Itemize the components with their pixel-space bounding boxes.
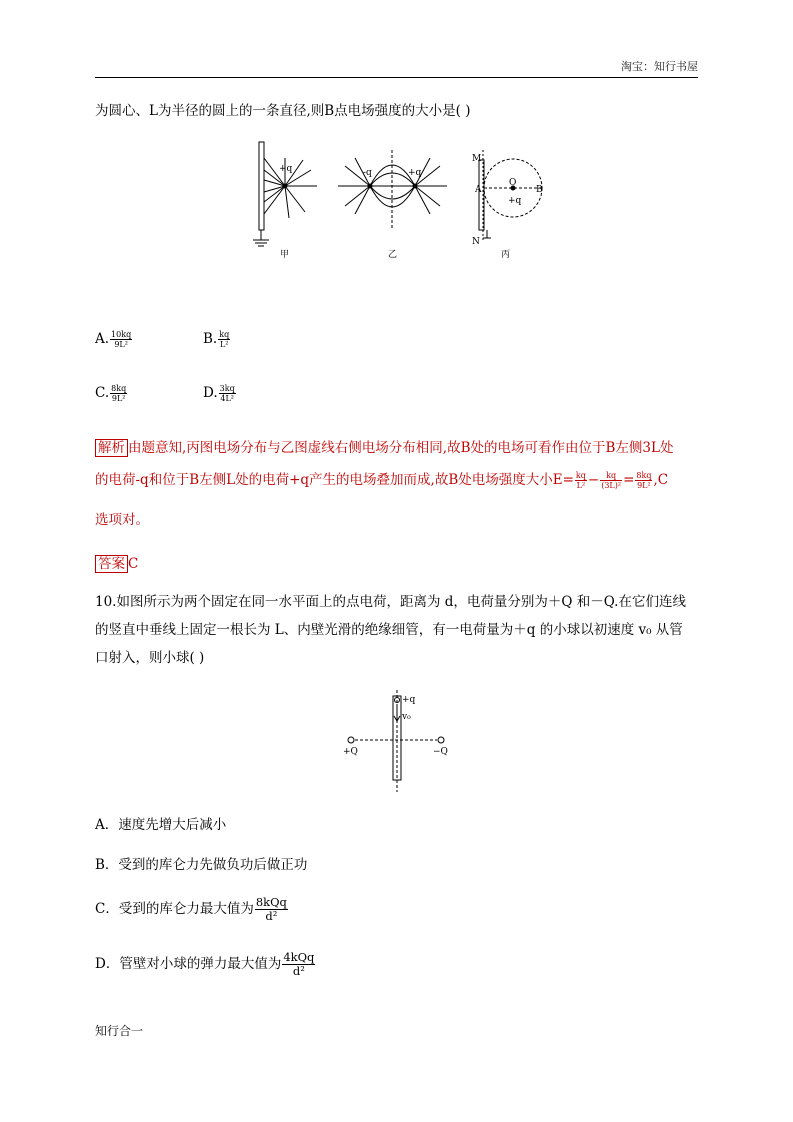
label-bing-plus-q: +q (508, 196, 522, 206)
q9-analysis-line1: 解析 由题意知,丙图电场分布与乙图虚线右侧电场分布相同,故B处的电场可看作由位于B左侧3L处 (95, 436, 673, 456)
q9-analysis-line3: 选项对。 (95, 512, 149, 528)
label-plus-q: +q (402, 695, 416, 705)
label-yi-minus-q: -q (363, 168, 372, 178)
option-fraction: $\frac{8kq}{\text{9L²}}$ (111, 384, 127, 403)
answer-value: C (128, 556, 139, 572)
option-letter: C. (95, 385, 110, 401)
header-divider (95, 77, 698, 78)
q9-option-d (203, 384, 237, 403)
formula-frac-1: $\frac{kq}{\text{L²}}$ (575, 471, 586, 490)
option-letter: A. (95, 331, 110, 347)
label-v0: v₀ (402, 712, 411, 722)
figure-labels (279, 154, 543, 260)
figure-yi (338, 150, 447, 228)
option-letter: D. (203, 385, 218, 401)
label-A: A (475, 185, 482, 195)
caption-jia: 甲 (280, 250, 290, 260)
q10-figure (335, 688, 465, 794)
label-minus-Q: −Q (433, 747, 448, 757)
option-fraction: $\frac{10kq}{\text{9L²}}$ (111, 330, 132, 349)
q10-option-b: B．受到的库仑力先做负功后做正功 (95, 857, 308, 873)
caption-bing: 丙 (501, 250, 511, 260)
q10-stem-line3: 口射入，则小球( ) (95, 650, 205, 666)
label-yi-plus-q: +q (408, 168, 422, 178)
caption-yi: 乙 (388, 250, 398, 260)
label-O: O (509, 178, 517, 188)
q9-stem: 为圆心、L为半径的圆上的一条直径,则B点电场强度的大小是( ) (95, 103, 471, 119)
footer-text: 知行合一 (95, 1024, 144, 1038)
q9-option-b (203, 330, 231, 349)
formula-frac-2: $\frac{kq}{\text{(3L)²}}$ (601, 471, 622, 490)
option-fraction: $\frac{\text{4kQq}}{\text{d²}}$ (283, 950, 315, 978)
label-B: B (536, 185, 543, 195)
q10-stem-line2: 的竖直中垂线上固定一根长为 L、内壁光滑的绝缘细管，有一电荷量为＋q 的小球以初速度 v₀ 从管 (95, 622, 683, 638)
q9-answer (95, 552, 138, 572)
q9-figure (235, 140, 565, 265)
figure-jia (253, 142, 317, 246)
q10-stem-line1: 10.如图所示为两个固定在同一水平面上的点电荷，距离为 d，电荷量分别为＋Q 和－Q.在它们连线 (95, 594, 686, 610)
analysis-tag: 解析 (95, 439, 128, 457)
q9-analysis-line2: 的电荷-q和位于B左侧L处的电荷+q产生的电场叠加而成,故B处电场强度大小E= $\frac{kq}{\text{L²}}$ − $\frac{kq}{\text{(3L)²}}$ = $\frac{8kq}{\text{9L²}}$ ,C (95, 471, 669, 490)
q10-option-c: C．受到的库仑力最大值为 $\frac{\text{8kQq}}{\text{d²}}$ (95, 895, 287, 923)
option-fraction: $\frac{3kq}{\text{4L²}}$ (219, 384, 235, 403)
answer-tag: 答案 (95, 555, 128, 573)
label-plus-Q: +Q (343, 747, 358, 757)
label-jia-plus-q: +q (279, 164, 293, 174)
formula-frac-3: $\frac{8kq}{\text{9L²}}$ (636, 471, 652, 490)
header-shop-label: 淘宝：知行书屋 (621, 60, 698, 73)
label-N: N (472, 237, 480, 247)
option-fraction: $\frac{kq}{\text{L²}}$ (219, 330, 230, 349)
option-fraction: $\frac{\text{8kQq}}{\text{d²}}$ (255, 895, 287, 923)
q9-option-a (95, 330, 133, 349)
figure-bing (479, 150, 542, 240)
q9-option-c (95, 384, 128, 403)
q10-option-a: A．速度先增大后减小 (95, 817, 227, 833)
option-letter: B. (203, 331, 218, 347)
label-M: M (472, 154, 482, 164)
q10-option-d: D．管壁对小球的弹力最大值为 $\frac{\text{4kQq}}{\text{d²}}$ (95, 950, 315, 978)
